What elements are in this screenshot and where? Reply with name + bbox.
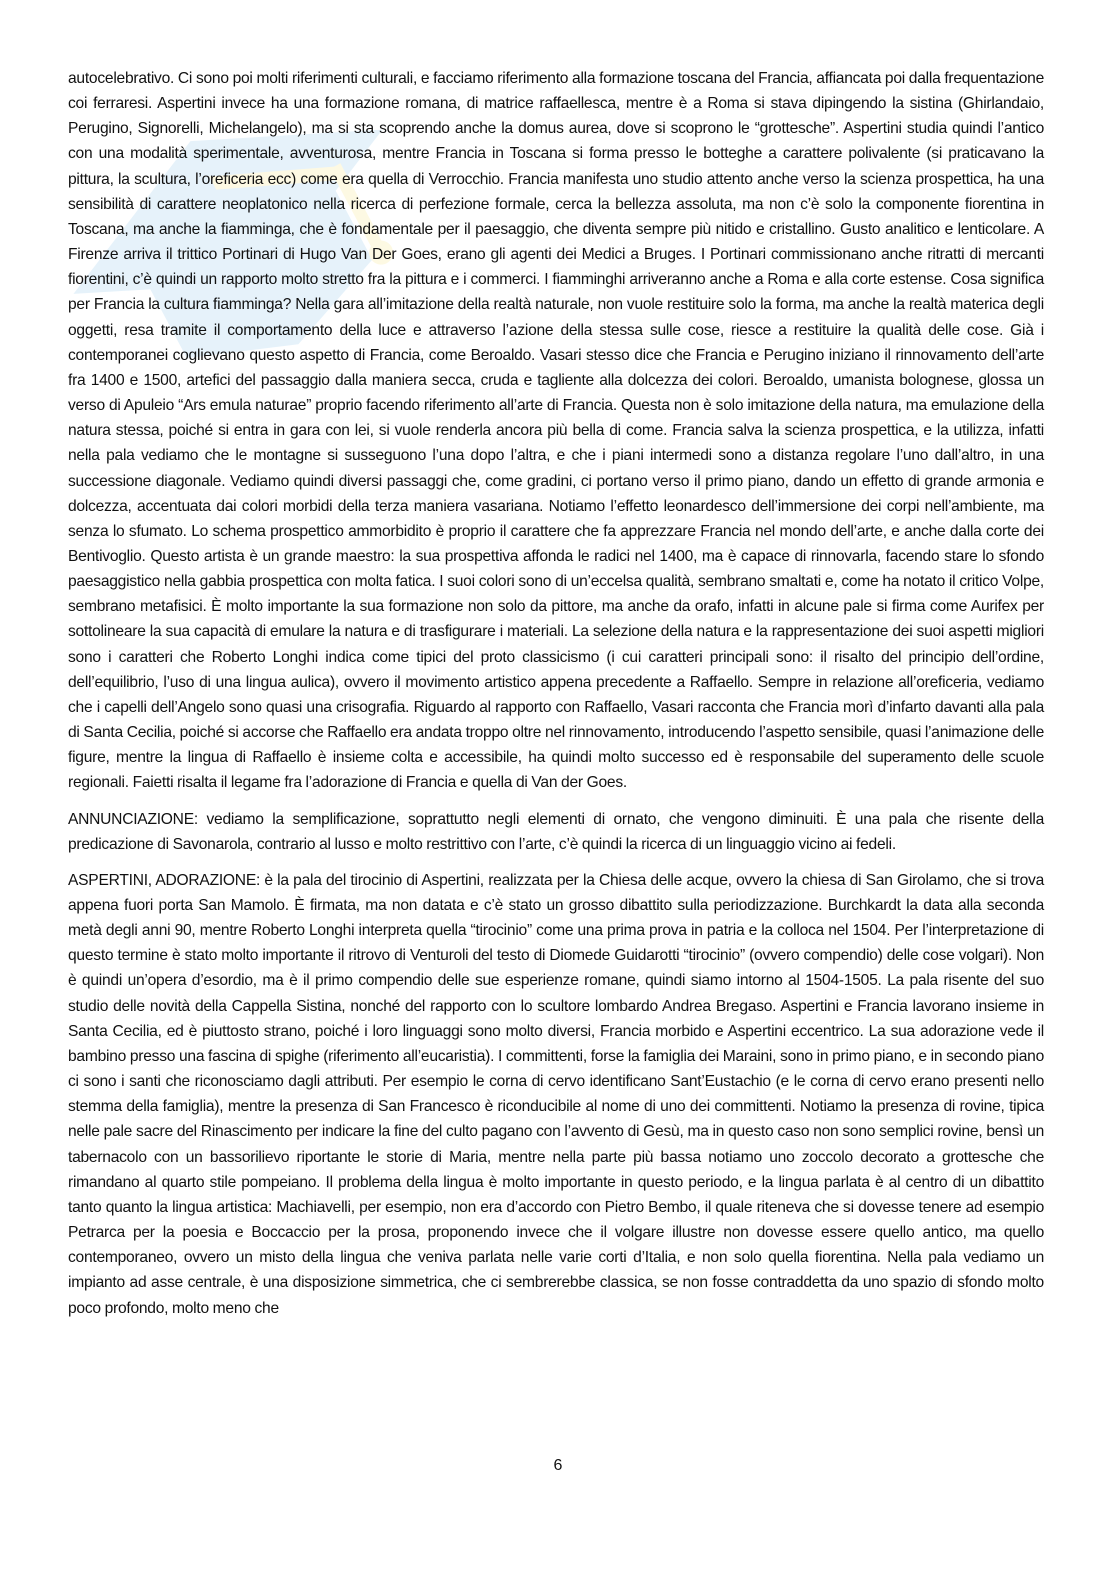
- page-number: 6: [553, 1457, 563, 1474]
- paragraph-annunciazione: ANNUNCIAZIONE: vediamo la semplificazione, soprattutto negli elementi di ornato, che vengono diminuiti. È una pala che risente della predicazione di Savonarola, contrario al lusso e molto restrittivo con l’arte, c’è quindi la ricerca di un linguaggio vicino ai fedeli.: [68, 810, 1044, 853]
- paragraph-aspertini-adorazione: ASPERTINI, ADORAZIONE: è la pala del tirocinio di Aspertini, realizzata per la Chiesa delle acque, ovvero la chiesa di San Girolamo, che si trova appena fuori porta San Mamolo. È firmata, ma non datata e c’è stato un grosso dibattito sulla periodizzazione. Burchkardt la data alla seconda metà degli anni 90, mentre Roberto Longhi interpreta quella “tirocinio” come una prima prova in patria e la colloca nel 1504. Per l’interpretazione di questo termine è stato molto importante il ritrovo di Venturoli del testo di Diomede Guidarotti “tirocinio” (ovvero compendio) delle cose volgari). Non è quindi un’opera d’esordio, ma è il primo compendio delle sue esperienze romane, quindi siamo intorno al 1504-1505. La pala risente del suo studio delle novità della Cappella Sistina, nonché del rapporto con lo scultore lombardo Andrea Bregaso. Aspertini e Francia lavorano insieme in Santa Cecilia, ed è piuttosto strano, poiché i loro linguaggi sono molto diversi, Francia morbido e Aspertini eccentrico. La sua adorazione vede il bambino presso una fascina di spighe (riferimento all’eucaristia). I committenti, forse la famiglia dei Maraini, sono in primo piano, e in secondo piano ci sono i santi che riconosciamo dagli attributi. Per esempio le corna di cervo identificano Sant’Eustachio (e le corna di cervo erano presenti nello stemma della famiglia), mentre la presenza di San Francesco è riconducibile al nome di uno dei committenti. Notiamo la presenza di rovine, tipica nelle pale sacre del Rinascimento per indicare la fine del culto pagano con l’avvento di Gesù, ma in questo caso non sono semplici rovine, bensì un tabernacolo con un bassorilievo riportante le storie di Maria, mentre nella parte più bassa notiamo uno zoccolo decorato a grottesche che rimandano al quarto stile pompeiano. Il problema della lingua è molto importante in questo periodo, e la lingua parlata è al centro di un dibattito tanto quanto la lingua artistica: Machiavelli, per esempio, non era d’accordo con Pietro Bembo, il quale riteneva che si dovesse tenere ad esempio Petrarca per la poesia e Boccaccio per la prosa, proponendo invece che il volgare illustre non dovesse essere quello antico, ma quello contemporaneo, ovvero un misto della lingua che veniva parlata nelle varie corti d’Italia, e non solo quella fiorentina. Nella pala vediamo un impianto ad asse centrale, è una disposizione simmetrica, che ci sembrerebbe classica, se non fosse contraddetta da uno spazio di sfondo molto poco profondo, molto meno che: [68, 871, 1044, 1317]
- document-body: [68, 66, 1044, 1332]
- paragraph-francia: autocelebrativo. Ci sono poi molti riferimenti culturali, e facciamo riferimento alla formazione toscana del Francia, affiancata poi dalla frequentazione coi ferraresi. Aspertini invece ha una formazione romana, di matrice raffaellesca, mentre è a Roma si stava dipingendo la sistina (Ghirlandaio, Perugino, Signorelli, Michelangelo), ma si sta scoprendo anche la domus aurea, dove si scoprono le “grottesche”. Aspertini studia quindi l’antico con una modalità sperimentale, avventurosa, mentre Francia in Toscana si forma presso le botteghe a carattere polivalente (si praticavano la pittura, la scultura, l’oreficeria ecc) come era quella di Verrocchio. Francia manifesta uno studio attento anche verso la scienza prospettica, ha una sensibilità di carattere neoplatonico nella ricerca di perfezione formale, cerca la bellezza assoluta, ma non c’è solo la componente fiorentina in Toscana, ma anche la fiamminga, che è fondamentale per il paesaggio, che diventa sempre più nitido e cristallino. Gusto analitico e lenticolare. A Firenze arriva il trittico Portinari di Hugo Van Der Goes, erano gli agenti dei Medici a Bruges. I Portinari commissionano anche ritratti di mercanti fiorentini, c’è quindi un rapporto molto stretto fra la pittura e i commerci. I fiamminghi arriveranno anche a Roma e alla corte estense. Cosa significa per Francia la cultura fiamminga? Nella gara all’imitazione della realtà naturale, non vuole restituire solo la forma, ma anche la realtà materica degli oggetti, resa tramite il comportamento della luce e attraverso l’azione della stessa sulle cose, riesce a restituire la qualità delle cose. Già i contemporanei coglievano questo aspetto di Francia, come Beroaldo. Vasari stesso dice che Francia e Perugino iniziano il rinnovamento dell’arte fra 1400 e 1500, artefici del passaggio dalla maniera secca, cruda e tagliente alla dolcezza dei colori. Beroaldo, umanista bolognese, glossa un verso di Apuleio “Ars emula naturae” proprio facendo riferimento all’arte di Francia. Questa non è solo imitazione della natura, ma emulazione della natura stessa, poiché si entra in gara con lei, si vuole renderla ancora più bella di come. Francia salva la scienza prospettica, e la utilizza, infatti nella pala vediamo che le montagne si susseguono l’una dopo l’altra, e che i piani intermedi sono a distanza regolare l’uno dall’altro, in una successione diagonale. Vediamo quindi diversi passaggi che, come gradini, ci portano verso il primo piano, dando un effetto di grande armonia e dolcezza, accentuata dai colori morbidi della terza maniera vasariana. Notiamo l’effetto leonardesco dell’immersione dei corpi nell’ambiente, ma senza lo sfumato. Lo schema prospettico ammorbidito è proprio il carattere che fa apprezzare Francia nel mondo dell’arte, e anche dalla corte dei Bentivoglio. Questo artista è un grande maestro: la sua prospettiva affonda le radici nel 1400, ma è capace di rinnovarla, facendo stare lo sfondo paesaggistico nella gabbia prospettica con molta fatica. I suoi colori sono di un’eccelsa qualità, sembrano smaltati e, come ha notato il critico Volpe, sembrano metafisici. È molto importante la sua formazione non solo da pittore, ma anche da orafo, infatti in alcune pale si firma come Aurifex per sottolineare la sua capacità di emulare la natura e di trasfigurare i materiali. La selezione della natura e la rappresentazione dei suoi aspetti migliori sono i caratteri che Roberto Longhi indica come tipici del proto classicismo (i cui caratteri principali sono: il risalto del principio dell’ordine, dell’equilibrio, l’uso di una lingua aulica), ovvero il movimento artistico appena precedente a Raffaello. Sempre in relazione all’oreficeria, vediamo che i capelli dell’Angelo sono quasi una crisografia. Riguardo al rapporto con Raffaello, Vasari racconta che Francia morì d’infarto davanti alla pala di Santa Cecilia, poiché si accorse che Raffaello era andata troppo oltre nel rinnovamento, introducendo l’aspetto sensibile, quasi l’animazione delle figure, mentre la lingua di Raffaello è insieme colta e accessibile, ha quindi molto successo ed è responsabile del superamento delle scuole regionali. Faietti risalta il legame fra l’adorazione di Francia e quella di Van der Goes.: [68, 70, 1044, 792]
